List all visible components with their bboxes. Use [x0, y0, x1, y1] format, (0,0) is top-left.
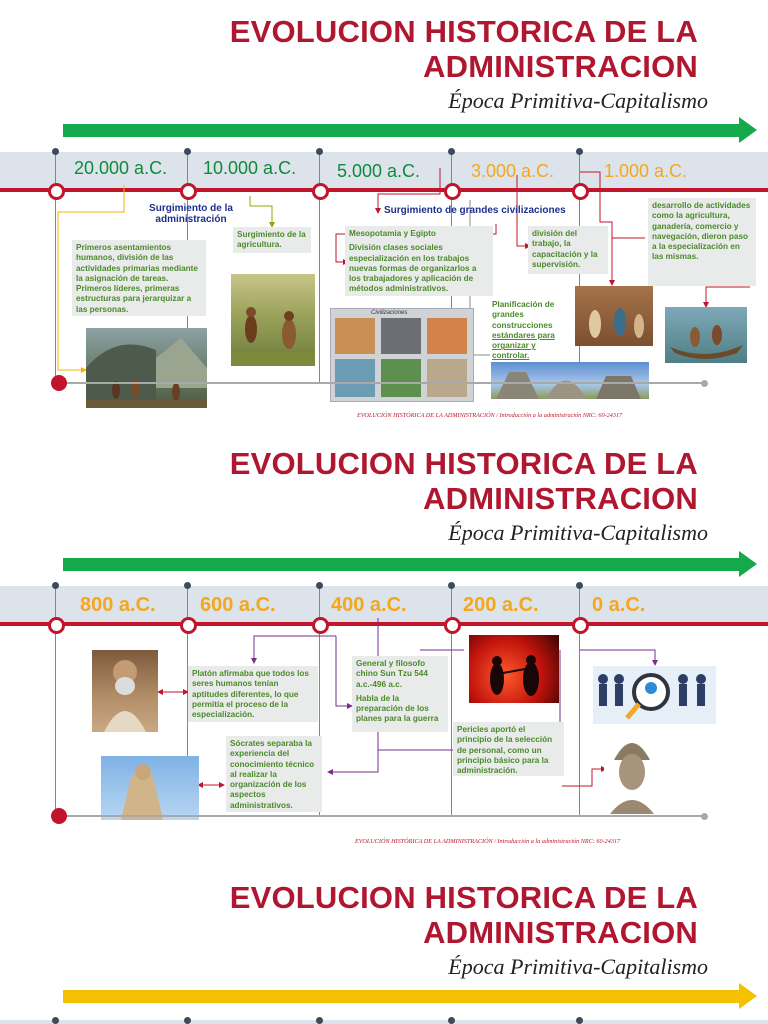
- slide-1: [0, 0, 768, 430]
- timeline-top-dot: [184, 1017, 191, 1024]
- footer-text: EVOLUCIÓN HISTÓRICA DE LA ADMINISTRACIÓN / Introducción a la administración NRC: 60-24317: [357, 412, 623, 419]
- bottom-line: [66, 815, 706, 817]
- timeline-top-dot: [448, 1017, 455, 1024]
- timeline-top-dot: [52, 1017, 59, 1024]
- agriculture-image: [231, 274, 315, 366]
- footer-text: EVOLUCIÓN HISTÓRICA DE LA ADMINISTRACIÓN / Introducción a la administración NRC: 60-24317: [355, 838, 621, 845]
- title-line-1: EVOLUCION HISTORICA DE LA: [229, 880, 698, 915]
- text-box-plato: Platón afirmaba que todos los seres humanos tenían aptitudes diferentes, lo que permitía el proceso de la especialización.: [188, 666, 318, 722]
- date-label: 1.000 a.C.: [604, 161, 688, 181]
- selection-magnifier-image: [593, 666, 716, 724]
- date-label: 3.000 a.C.: [471, 161, 555, 181]
- date-label: 5.000 a.C.: [337, 161, 421, 181]
- navigation-image: [665, 307, 747, 363]
- date-label: 600 a.C.: [200, 594, 276, 616]
- end-dot: [701, 380, 708, 387]
- date-label: 10.000 a.C.: [203, 158, 297, 178]
- progress-arrow: [63, 990, 739, 1003]
- cave-people-image: [86, 328, 207, 408]
- date-label: 800 a.C.: [80, 594, 156, 616]
- timeline-top-dot: [316, 1017, 323, 1024]
- title-line-2: ADMINISTRACION: [423, 49, 698, 84]
- text-box-work-division: división del trabajo, la capacitación y la supervisión.: [528, 226, 608, 274]
- end-dot: [701, 813, 708, 820]
- civilizations-label: Civilizaciones: [371, 310, 408, 316]
- text-box-development: desarrollo de actividades como la agricultura, ganadería, comercio y navegación, dieron paso a la especialización en las mismas.: [648, 198, 756, 286]
- slide-subtitle: Época Primitiva-Capitalismo: [448, 954, 708, 979]
- date-label: 200 a.C.: [463, 594, 539, 616]
- text-box-primitive: Primeros asentamientos humanos, división de las actividades primarias mediante la asignación de tareas. Primeros líderes, primeras estructuras para jerarquizar a las personas.: [72, 240, 206, 316]
- planning-text: Planificación de grandes construcciones: [492, 300, 555, 330]
- stone-monuments-image: [491, 362, 649, 399]
- civ-image-1: [335, 318, 375, 354]
- start-dot: [51, 375, 67, 391]
- title-line-1: EVOLUCION HISTORICA DE LA: [229, 446, 698, 481]
- timeline-band: [0, 1020, 768, 1024]
- bottom-line: [66, 382, 706, 384]
- slide-3: [0, 872, 768, 1024]
- title-line-2: ADMINISTRACION: [423, 915, 698, 950]
- slide-subtitle: Época Primitiva-Capitalismo: [448, 520, 708, 545]
- title-line-1: EVOLUCION HISTORICA DE LA: [229, 14, 698, 49]
- plato-image: [92, 650, 158, 732]
- civ-image-2: [381, 318, 421, 354]
- date-label: 400 a.C.: [331, 594, 407, 616]
- start-dot: [51, 808, 67, 824]
- heading-civilizations: Surgimiento de grandes civilizaciones: [384, 205, 566, 216]
- mesopotamia-body: División clases sociales especialización en los trabajos nuevas formas de organizarlos a los trabajadores y aplicación de métodos administrativos.: [349, 243, 477, 294]
- date-label: 0 a.C.: [592, 594, 646, 616]
- civ-image-3: [427, 318, 467, 354]
- pericles-bust-image: [604, 730, 660, 814]
- civ-image-6: [427, 359, 467, 397]
- planning-underlined: estándares para organizar y controlar.: [492, 330, 555, 361]
- heading-admin: Surgimiento de la administración: [149, 203, 233, 225]
- title-line-2: ADMINISTRACION: [423, 481, 698, 516]
- suntzu-intro: General y filosofo chino Sun Tzu 544 a.c.-496 a.c.: [356, 659, 428, 689]
- slide-2: [0, 438, 768, 858]
- timeline-top-dot: [576, 1017, 583, 1024]
- text-box-agriculture: Surgimiento de la agricultura.: [233, 227, 311, 253]
- text-box-mesopotamia: [345, 226, 493, 296]
- socrates-statue-image: [101, 756, 199, 820]
- trade-scene-image: [575, 286, 653, 346]
- warriors-image: [469, 635, 559, 703]
- text-box-socrates: Sócrates separaba la experiencia del conocimiento técnico al realizar la organización de los aspectos administrativos.: [226, 736, 322, 812]
- slide-title: [230, 880, 698, 950]
- civ-image-4: [335, 359, 375, 397]
- arrow-head-icon: [739, 983, 757, 1009]
- civ-image-5: [381, 359, 421, 397]
- text-box-suntzu: [352, 656, 448, 732]
- text-box-pericles: Pericles aportó el principio de la selección de personal, como un principio básico para la administración.: [453, 722, 564, 776]
- date-label: 20.000 a.C.: [74, 158, 168, 178]
- text-box-planning: [488, 297, 568, 361]
- mesopotamia-title: Mesopotamia y Egipto: [349, 229, 436, 238]
- slide-subtitle: Época Primitiva-Capitalismo: [448, 88, 708, 113]
- suntzu-body: Habla de la preparación de los planes para la guerra: [356, 693, 439, 724]
- civilizations-collage: [330, 308, 474, 402]
